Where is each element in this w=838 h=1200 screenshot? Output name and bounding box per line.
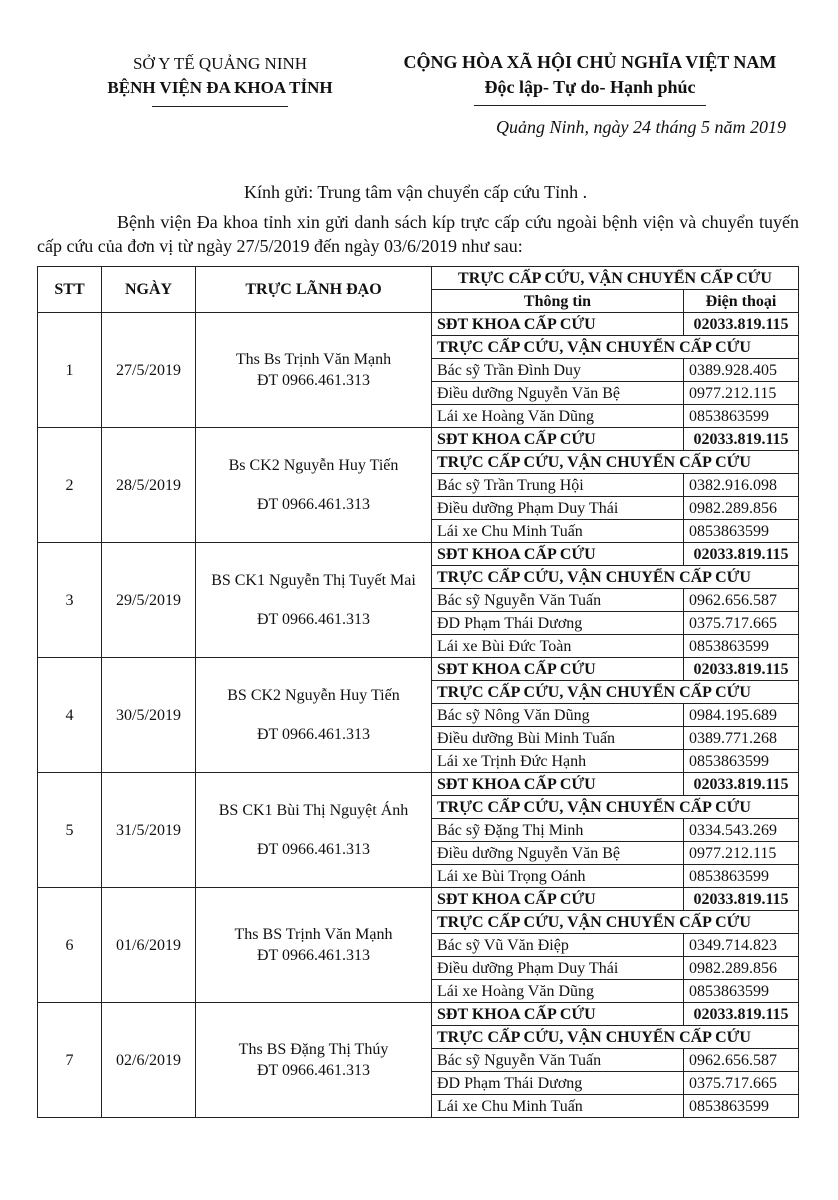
schedule-body xyxy=(38,313,799,1118)
country-name: CỘNG HÒA XÃ HỘI CHỦ NGHĨA VIỆT NAM xyxy=(403,52,777,72)
row-date: 29/5/2019 xyxy=(102,543,196,658)
driver-name: Lái xe Trịnh Đức Hạnh xyxy=(432,750,684,773)
nurse-name: ĐD Phạm Thái Dương xyxy=(432,1072,684,1095)
leader-name: Ths BS Trịnh Văn Mạnh xyxy=(234,926,393,943)
leader-name: BS CK1 Nguyễn Thị Tuyết Mai xyxy=(211,572,416,589)
leader-name: Ths Bs Trịnh Văn Mạnh xyxy=(235,351,392,368)
schedule-row xyxy=(38,313,799,336)
hotline-number: 02033.819.115 xyxy=(684,773,799,796)
row-date: 28/5/2019 xyxy=(102,428,196,543)
row-stt: 3 xyxy=(38,543,102,658)
row-leader xyxy=(196,313,432,428)
section-label: TRỰC CẤP CỨU, VẬN CHUYỂN CẤP CỨU xyxy=(432,681,799,704)
leader-phone: ĐT 0966.461.313 xyxy=(256,841,371,858)
col-header-info: Thông tin xyxy=(432,290,684,313)
hotline-number: 02033.819.115 xyxy=(684,313,799,336)
section-label: TRỰC CẤP CỨU, VẬN CHUYỂN CẤP CỨU xyxy=(432,911,799,934)
leader-phone: ĐT 0966.461.313 xyxy=(256,372,371,389)
leader-name: BS CK2 Nguyễn Huy Tiến xyxy=(227,687,400,704)
row-date: 31/5/2019 xyxy=(102,773,196,888)
row-leader xyxy=(196,658,432,773)
row-leader xyxy=(196,888,432,1003)
doctor-name: Bác sỹ Đặng Thị Minh xyxy=(432,819,684,842)
nurse-phone: 0982.289.856 xyxy=(684,497,799,520)
hotline-number: 02033.819.115 xyxy=(684,428,799,451)
agency-underline xyxy=(152,106,288,107)
nurse-name: Điều dưỡng Bùi Minh Tuấn xyxy=(432,727,684,750)
nurse-phone: 0977.212.115 xyxy=(684,382,799,405)
row-stt: 4 xyxy=(38,658,102,773)
nurse-name: Điều dưỡng Nguyễn Văn Bệ xyxy=(432,842,684,865)
nurse-phone: 0982.289.856 xyxy=(684,957,799,980)
hotline-label: SĐT KHOA CẤP CỨU xyxy=(432,658,684,681)
leader-name: Ths BS Đặng Thị Thúy xyxy=(238,1041,389,1058)
row-stt: 6 xyxy=(38,888,102,1003)
leader-phone: ĐT 0966.461.313 xyxy=(256,1062,371,1079)
nurse-phone: 0389.771.268 xyxy=(684,727,799,750)
col-header-group: TRỰC CẤP CỨU, VẬN CHUYỂN CẤP CỨU xyxy=(432,267,799,290)
driver-phone: 0853863599 xyxy=(684,865,799,888)
row-stt: 2 xyxy=(38,428,102,543)
intro-paragraph: Bệnh viện Đa khoa tỉnh xin gửi danh sách kíp trực cấp cứu ngoài bệnh viện và chuyển tuyến cấp cứu của đơn vị từ ngày 27/5/2019 đến ngày 03/6/2019 như sau: xyxy=(37,212,799,256)
row-leader xyxy=(196,543,432,658)
row-date: 01/6/2019 xyxy=(102,888,196,1003)
hotline-label: SĐT KHOA CẤP CỨU xyxy=(432,1003,684,1026)
nurse-name: Điều dưỡng Nguyễn Văn Bệ xyxy=(432,382,684,405)
doctor-phone: 0389.928.405 xyxy=(684,359,799,382)
nurse-name: Điều dưỡng Phạm Duy Thái xyxy=(432,497,684,520)
driver-phone: 0853863599 xyxy=(684,405,799,428)
doctor-name: Bác sỹ Trần Trung Hội xyxy=(432,474,684,497)
doctor-name: Bác sỹ Vũ Văn Điệp xyxy=(432,934,684,957)
doctor-phone: 0334.543.269 xyxy=(684,819,799,842)
row-leader xyxy=(196,1003,432,1118)
row-leader xyxy=(196,428,432,543)
doctor-phone: 0382.916.098 xyxy=(684,474,799,497)
motto-underline xyxy=(474,105,706,106)
doctor-name: Bác sỹ Trần Đình Duy xyxy=(432,359,684,382)
row-stt: 7 xyxy=(38,1003,102,1118)
leader-phone: ĐT 0966.461.313 xyxy=(256,611,371,628)
col-header-date: NGÀY xyxy=(102,267,196,313)
doctor-phone: 0349.714.823 xyxy=(684,934,799,957)
national-motto xyxy=(385,50,795,106)
section-label: TRỰC CẤP CỨU, VẬN CHUYỂN CẤP CỨU xyxy=(432,336,799,359)
driver-name: Lái xe Hoàng Văn Dũng xyxy=(432,405,684,428)
agency-name: BỆNH VIỆN ĐA KHOA TỈNH xyxy=(107,78,333,97)
schedule-row xyxy=(38,1003,799,1026)
recipient-line: Kính gửi: Trung tâm vận chuyển cấp cứu Tỉnh . xyxy=(244,182,588,202)
doctor-phone: 0962.656.587 xyxy=(684,589,799,612)
leader-name: BS CK1 Bùi Thị Nguyệt Ánh xyxy=(218,802,409,819)
leader-phone: ĐT 0966.461.313 xyxy=(256,726,371,743)
col-header-stt: STT xyxy=(38,267,102,313)
section-label: TRỰC CẤP CỨU, VẬN CHUYỂN CẤP CỨU xyxy=(432,451,799,474)
issuing-agency xyxy=(70,52,370,107)
schedule-row xyxy=(38,888,799,911)
driver-name: Lái xe Chu Minh Tuấn xyxy=(432,1095,684,1118)
schedule-row xyxy=(38,773,799,796)
doctor-name: Bác sỹ Nguyễn Văn Tuấn xyxy=(432,589,684,612)
hotline-number: 02033.819.115 xyxy=(684,1003,799,1026)
row-date: 02/6/2019 xyxy=(102,1003,196,1118)
agency-parent: SỞ Y TẾ QUẢNG NINH xyxy=(132,54,308,73)
doctor-phone: 0984.195.689 xyxy=(684,704,799,727)
hotline-number: 02033.819.115 xyxy=(684,543,799,566)
hotline-number: 02033.819.115 xyxy=(684,658,799,681)
driver-name: Lái xe Hoàng Văn Dũng xyxy=(432,980,684,1003)
driver-phone: 0853863599 xyxy=(684,635,799,658)
driver-phone: 0853863599 xyxy=(684,520,799,543)
nurse-phone: 0375.717.665 xyxy=(684,612,799,635)
hotline-label: SĐT KHOA CẤP CỨU xyxy=(432,313,684,336)
schedule-row xyxy=(38,428,799,451)
driver-phone: 0853863599 xyxy=(684,980,799,1003)
nurse-phone: 0977.212.115 xyxy=(684,842,799,865)
section-label: TRỰC CẤP CỨU, VẬN CHUYỂN CẤP CỨU xyxy=(432,566,799,589)
section-label: TRỰC CẤP CỨU, VẬN CHUYỂN CẤP CỨU xyxy=(432,1026,799,1049)
doctor-phone: 0962.656.587 xyxy=(684,1049,799,1072)
driver-name: Lái xe Chu Minh Tuấn xyxy=(432,520,684,543)
document-date: Quảng Ninh, ngày 24 tháng 5 năm 2019 xyxy=(496,117,786,137)
nurse-name: Điều dưỡng Phạm Duy Thái xyxy=(432,957,684,980)
leader-phone: ĐT 0966.461.313 xyxy=(256,496,371,513)
row-stt: 5 xyxy=(38,773,102,888)
col-header-phone: Điện thoại xyxy=(684,290,799,313)
schedule-row xyxy=(38,543,799,566)
driver-name: Lái xe Bùi Đức Toàn xyxy=(432,635,684,658)
row-stt: 1 xyxy=(38,313,102,428)
hotline-label: SĐT KHOA CẤP CỨU xyxy=(432,428,684,451)
hotline-label: SĐT KHOA CẤP CỨU xyxy=(432,773,684,796)
section-label: TRỰC CẤP CỨU, VẬN CHUYỂN CẤP CỨU xyxy=(432,796,799,819)
col-header-leader: TRỰC LÃNH ĐẠO xyxy=(196,267,432,313)
doctor-name: Bác sỹ Nguyễn Văn Tuấn xyxy=(432,1049,684,1072)
duty-schedule-table xyxy=(37,266,799,1118)
driver-phone: 0853863599 xyxy=(684,750,799,773)
motto: Độc lập- Tự do- Hạnh phúc xyxy=(484,77,696,97)
row-leader xyxy=(196,773,432,888)
driver-phone: 0853863599 xyxy=(684,1095,799,1118)
nurse-name: ĐD Phạm Thái Dương xyxy=(432,612,684,635)
row-date: 30/5/2019 xyxy=(102,658,196,773)
leader-name: Bs CK2 Nguyễn Huy Tiến xyxy=(228,457,399,474)
hotline-label: SĐT KHOA CẤP CỨU xyxy=(432,888,684,911)
nurse-phone: 0375.717.665 xyxy=(684,1072,799,1095)
driver-name: Lái xe Bùi Trọng Oánh xyxy=(432,865,684,888)
hotline-label: SĐT KHOA CẤP CỨU xyxy=(432,543,684,566)
doctor-name: Bác sỹ Nông Văn Dũng xyxy=(432,704,684,727)
row-date: 27/5/2019 xyxy=(102,313,196,428)
schedule-row xyxy=(38,658,799,681)
leader-phone: ĐT 0966.461.313 xyxy=(256,947,371,964)
hotline-number: 02033.819.115 xyxy=(684,888,799,911)
